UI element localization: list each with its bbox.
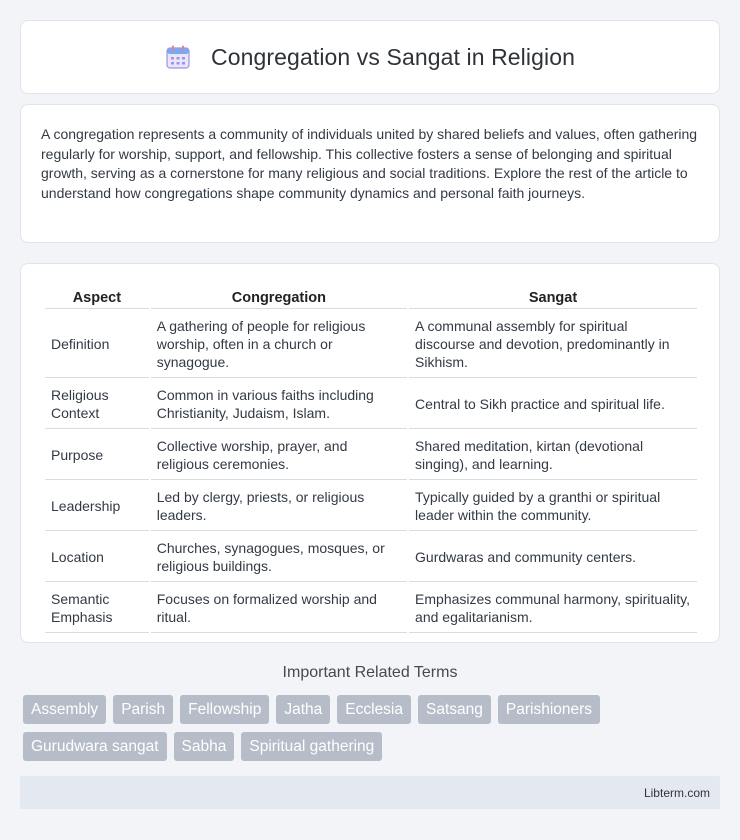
footer-link[interactable]: Libterm.com [643, 785, 710, 800]
row-sangat: Typically guided by a granthi or spiritual leader within the community. [409, 482, 697, 531]
row-sangat: Gurdwaras and community centers. [409, 533, 697, 582]
tag-parishioners[interactable]: Parishioners [498, 695, 600, 724]
comparison-table [43, 284, 699, 635]
header-sangat: Sangat [409, 286, 697, 309]
tag-ecclesia[interactable]: Ecclesia [337, 695, 411, 724]
tag-satsang[interactable]: Satsang [418, 695, 491, 724]
row-congregation: Collective worship, prayer, and religious ceremonies. [151, 431, 407, 480]
intro-text: A congregation represents a community of individuals united by shared beliefs and values, often gathering regularly for worship, support, and fellowship. This collective fosters a sense of belonging and spiritual growth, serving as a cornerstone for many religious and social traditions. Explore the rest of the article to understand how congregations shape community dynamics and personal faith journeys. [41, 126, 698, 201]
table-row [45, 311, 697, 378]
row-congregation: Common in various faiths including Christianity, Judaism, Islam. [151, 380, 407, 429]
row-congregation: A gathering of people for religious worship, often in a church or synagogue. [151, 311, 407, 378]
row-aspect: Location [45, 533, 149, 582]
row-sangat: A communal assembly for spiritual discourse and devotion, predominantly in Sikhism. [409, 311, 697, 378]
tag-jatha[interactable]: Jatha [276, 695, 330, 724]
row-congregation: Focuses on formalized worship and ritual. [151, 584, 407, 633]
row-sangat: Shared meditation, kirtan (devotional singing), and learning. [409, 431, 697, 480]
row-sangat: Central to Sikh practice and spiritual life. [409, 380, 697, 429]
tag-gurudwara-sangat[interactable]: Gurudwara sangat [23, 732, 167, 761]
row-sangat: Emphasizes communal harmony, spirituality, and egalitarianism. [409, 584, 697, 633]
comparison-table-card [20, 263, 720, 643]
tag-spiritual-gathering[interactable]: Spiritual gathering [241, 732, 382, 761]
related-terms-title: Important Related Terms [282, 664, 458, 681]
tag-assembly[interactable]: Assembly [23, 695, 106, 724]
header-aspect: Aspect [45, 286, 149, 309]
row-congregation: Churches, synagogues, mosques, or religious buildings. [151, 533, 407, 582]
header-congregation: Congregation [151, 286, 407, 309]
header-card [20, 20, 720, 94]
row-aspect: Definition [45, 311, 149, 378]
table-row [45, 431, 697, 480]
tag-fellowship[interactable]: Fellowship [180, 695, 269, 724]
tag-parish[interactable]: Parish [113, 695, 173, 724]
page-title: Congregation vs Sangat in Religion [211, 43, 575, 70]
row-aspect: Semantic Emphasis [45, 584, 149, 633]
related-terms-tags [23, 695, 723, 761]
calendar-icon [165, 44, 191, 70]
row-aspect: Purpose [45, 431, 149, 480]
table-row [45, 482, 697, 531]
table-header-row [45, 286, 697, 309]
table-row [45, 380, 697, 429]
intro-card [20, 104, 720, 243]
tag-sabha[interactable]: Sabha [174, 732, 235, 761]
footer [20, 776, 720, 809]
row-aspect: Religious Context [45, 380, 149, 429]
row-congregation: Led by clergy, priests, or religious leaders. [151, 482, 407, 531]
table-row [45, 533, 697, 582]
table-row [45, 584, 697, 633]
row-aspect: Leadership [45, 482, 149, 531]
